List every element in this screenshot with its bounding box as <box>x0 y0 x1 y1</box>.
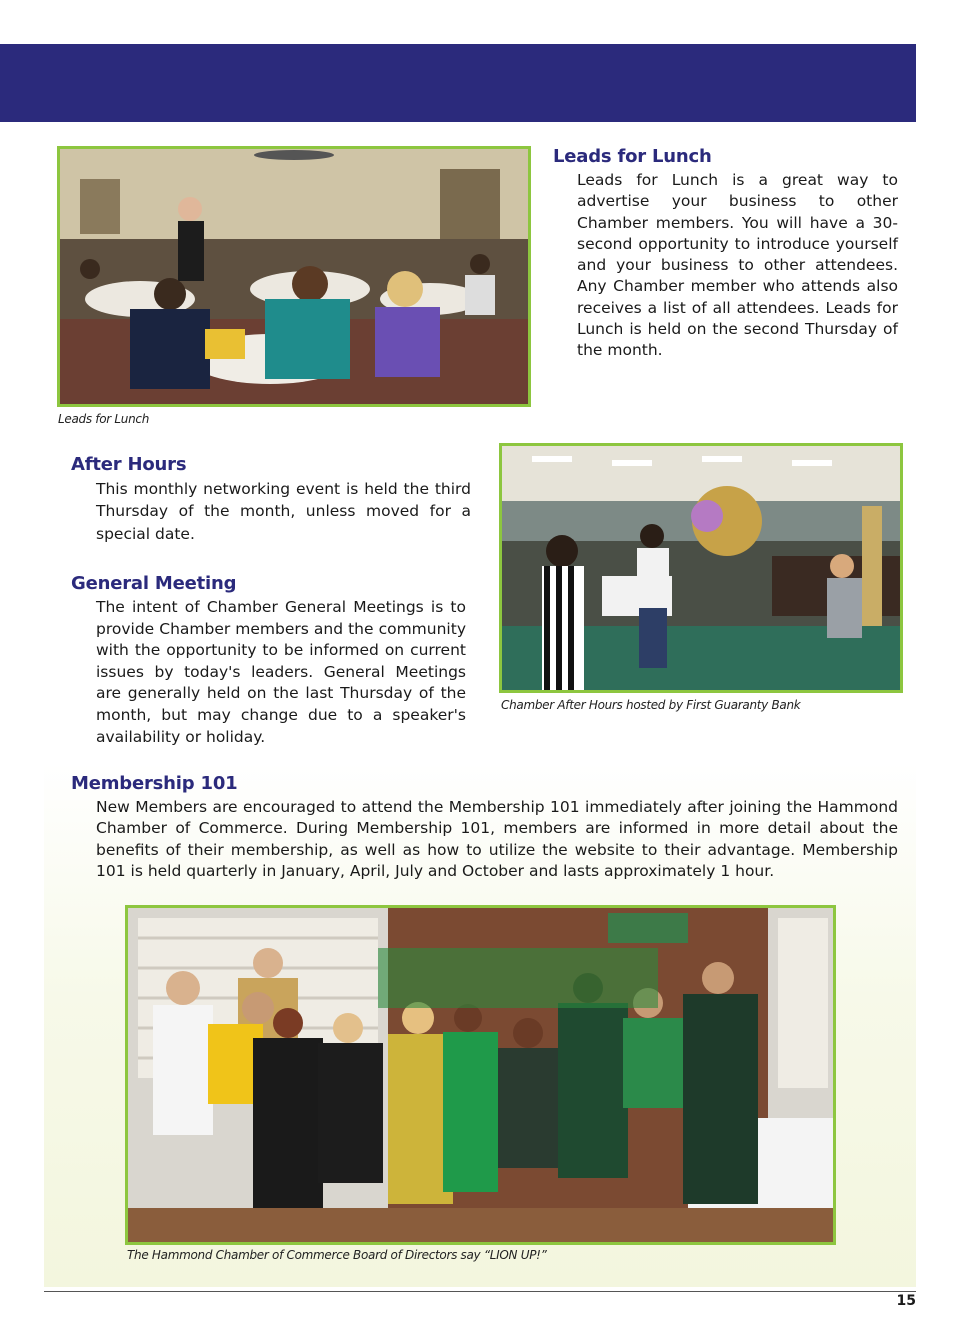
general-meeting-heading: General Meeting <box>71 573 237 594</box>
after-hours-photo <box>499 443 903 693</box>
board-of-directors-photo <box>125 905 836 1245</box>
leads-for-lunch-body: Leads for Lunch is a great way to advertise your business to other Chamber members. You will have a 30-second opportunity to introduce yourself and your business to other attendees. Any Chamber member who attends also receives a list of all attendees. Leads for Lunch is held on the second Thursday of the month. <box>577 171 898 360</box>
page-number: 15 <box>896 1293 916 1309</box>
footer-rule <box>44 1291 916 1292</box>
leads-for-lunch-photo <box>57 146 531 407</box>
leads-for-lunch-caption: Leads for Lunch <box>58 412 150 426</box>
after-hours-heading: After Hours <box>71 454 187 475</box>
after-hours-body: This monthly networking event is held the third Thursday of the month, unless moved for a special date. <box>96 480 471 543</box>
membership-101-heading: Membership 101 <box>71 773 238 794</box>
membership-101-body: New Members are encouraged to attend the Membership 101 immediately after joining the Hammond Chamber of Commerce. During Membership 101, members are informed in more detail about the benefits of their membership, as well as how to utilize the website to their advantage. Membership 101 is held quarterly in January, April, July and October and lasts approximately 1 hour. <box>96 798 898 880</box>
general-meeting-body: The intent of Chamber General Meetings is to provide Chamber members and the community with the opportunity to be informed on current issues by today's leaders. General Meetings are generally held on the last Thursday of the month, but may change due to a speaker's availability or holiday. <box>96 598 466 746</box>
after-hours-caption: Chamber After Hours hosted by First Guaranty Bank <box>501 698 801 712</box>
leads-for-lunch-heading: Leads for Lunch <box>553 146 712 167</box>
header-band <box>0 44 916 122</box>
board-of-directors-caption: The Hammond Chamber of Commerce Board of Directors say “LION UP!” <box>127 1248 547 1262</box>
